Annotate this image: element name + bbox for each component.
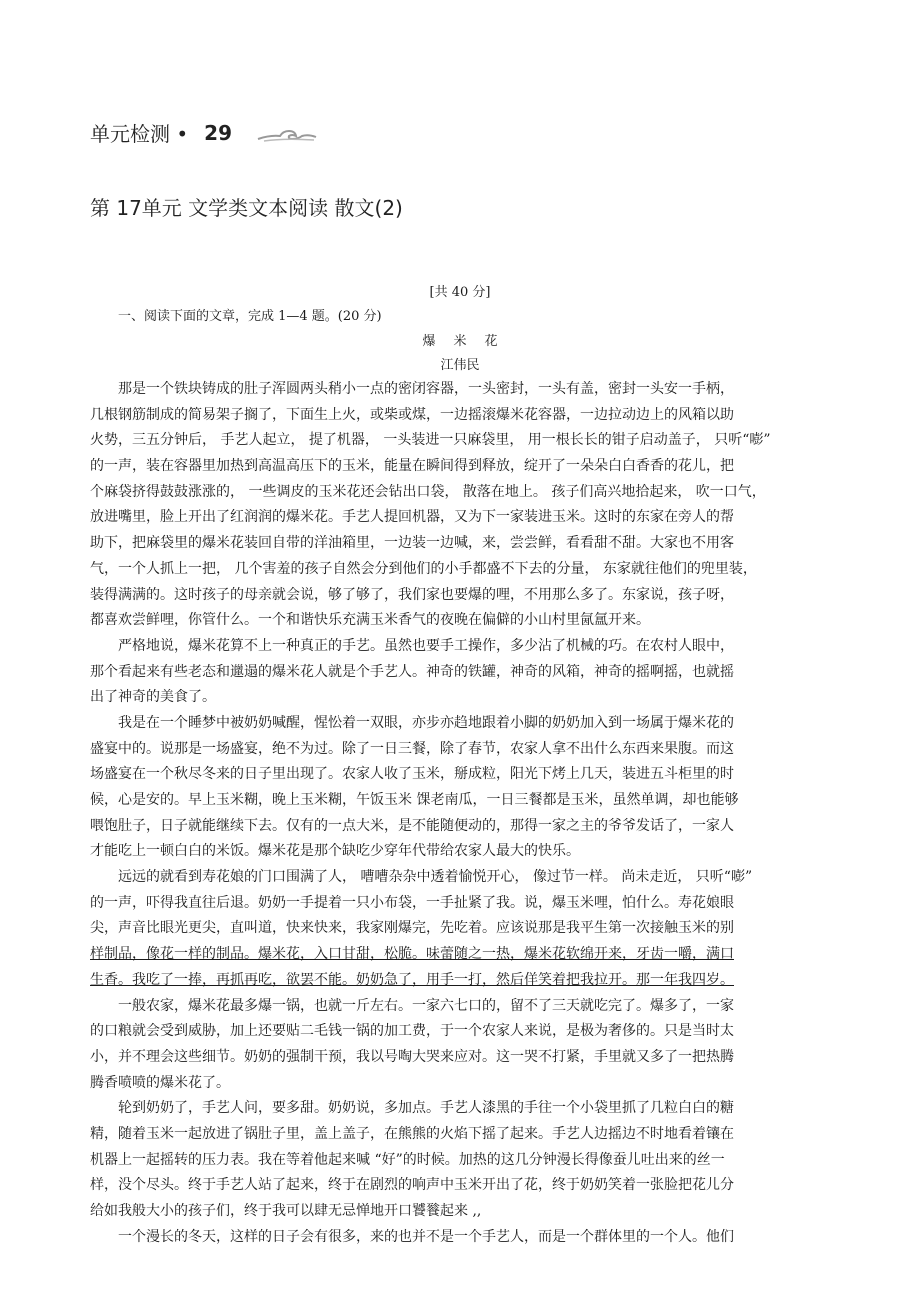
total-score: [共 40 分] — [429, 285, 491, 300]
text-line: 场盛宴在一个秋尽冬来的日子里出现了。农家人收了玉米，掰成粒，阳光下烤上几天，装进五斗柜里的时 — [90, 766, 734, 783]
text-line: 一般农家，爆米花最多爆一锅，也就一斤左右。一家六七口的，留不了三天就吃完了。爆多了，一家 — [118, 997, 734, 1014]
text-line: 远远的就看到寿花娘的门口围满了人， 嘈嘈杂杂中透着愉悦开心， 像过节一样。 尚未走近， 只听“嘭” — [118, 869, 753, 886]
text-line: 一个漫长的冬天，这样的日子会有很多，来的也并不是一个手艺人，而是一个群体里的一个人。他们 — [118, 1228, 734, 1245]
text-line: 我是在一个睡梦中被奶奶喊醒，惺忪着一双眼，亦步亦趋地跟着小脚的奶奶加入到一场属于爆米花的 — [118, 714, 734, 731]
text-line: 的口粮就会受到威胁，加上还要贴二毛钱一锅的加工费，于一个农家人来说，是极为奢侈的。只是当时太 — [90, 1023, 734, 1040]
text-line: 机器上一起摇转的压力表。我在等着他起来喊 “好”的时候。加热的这几分钟漫长得像蚕儿吐出来的丝一 — [90, 1151, 725, 1168]
text-line: 严格地说，爆米花算不上一种真正的手艺。虽然也要手工操作，多少沾了机械的巧。在农村人眼中， — [118, 637, 734, 654]
text-line: 喂饱肚子，日子就能继续下去。仅有的一点大米，是不能随便动的，那得一家之主的爷爷发话了，一家人 — [90, 817, 734, 834]
article-author: 江伟民 — [440, 358, 480, 373]
text-line: 出了神奇的美食了。 — [90, 689, 216, 706]
text-line: 样制品，像花一样的制品。爆米花，入口甘甜，松脆。味蕾随之一热，爆米花软绵开来，牙齿一嚼，满口 — [90, 946, 734, 963]
text-line: 腾香喷喷的爆米花了。 — [90, 1074, 230, 1091]
text-line: 尖，声音比眼光更尖，直叫道，快来快来，我家刚爆完，先吃着。应该说那是我平生第一次接触玉米的别 — [90, 920, 734, 937]
text-line: 才能吃上一顿白白的米饭。爆米花是那个缺吃少穿年代带给农家人最大的快乐。 — [90, 843, 580, 860]
text-line: 候，心是安的。早上玉米糊，晚上玉米糊，午饭玉米 馃老南瓜，一日三餐都是玉米，虽然单调，却也能够 — [90, 792, 739, 808]
text-line: 给如我般大小的孩子们，终于我可以肆无忌惮地开口饕餮起来 ,, — [90, 1203, 482, 1219]
text-line: 助下，把麻袋里的爆米花装回自带的洋油箱里，一边装一边喊，来，尝尝鲜，看看甜不甜。大家也不用客 — [90, 535, 734, 552]
text-line: 精，随着玉米一起放进了锅肚子里，盖上盖子，在熊熊的火焰下摇了起来。手艺人边摇边不时地看着镶在 — [90, 1125, 734, 1142]
text-line: 轮到奶奶了，手艺人问，要多甜。奶奶说，多加点。手艺人漆黑的手往一个小袋里抓了几粒白白的糖 — [118, 1100, 734, 1117]
text-line: 的一声，装在容器里加热到高温高压下的玉米，能量在瞬间得到释放，绽开了一朵朵白白香香的花儿，把 — [90, 458, 734, 475]
text-line: 那是一个铁块铸成的肚子浑圆两头稍小一点的密闭容器，一头密封，一头有盖，密封一头安一手柄， — [118, 381, 734, 397]
text-line: 火势，三五分钟后， 手艺人起立， 提了机器， 一头装进一只麻袋里， 用一根长长的钳子启动盖子， 只听“嘭” — [90, 432, 771, 449]
text-line: 几根钢筋制成的简易架子搁了，下面生上火，或柴或煤，一边摇滚爆米花容器，一边拉动边上的风箱以助 — [90, 406, 734, 423]
article-body — [90, 377, 840, 1250]
text-line: 盛宴中的。说那是一场盛宴，绝不为过。除了一日三餐，除了春节，农家人拿不出什么东西来果腹。而这 — [90, 740, 734, 757]
text-line: 那个看起来有些老态和邋遢的爆米花人就是个手艺人。神奇的铁罐，神奇的风箱，神奇的摇啊摇，也就摇 — [90, 663, 734, 680]
cloud-ornament-icon — [256, 122, 318, 144]
text-line: 小，并不理会这些细节。奶奶的强制干预，我以号啕大哭来应对。这一哭不打紧，手里就又多了一把热腾 — [90, 1048, 734, 1065]
text-line: 个麻袋挤得鼓鼓涨涨的， 一些调皮的玉米花还会钻出口袋， 散落在地上。 孩子们高兴地拾起来， 吹一口气， — [90, 483, 766, 500]
page-header — [90, 118, 318, 147]
text-line: 都喜欢尝鲜哩，你管什么。一个和谐快乐充满玉米香气的夜晚在偏僻的小山村里氤氲开来。 — [90, 612, 650, 629]
article-title: 爆米花 — [422, 334, 516, 349]
text-line: 生香。我吃了一捧，再抓再吃，欲罢不能。奶奶急了，用手一打，然后佯笑着把我拉开。那一年我四岁。 — [90, 971, 734, 988]
question-instruction: 一、阅读下面的文章，完成 1—4 题。(20 分) — [118, 309, 382, 324]
page-number: 29 — [204, 120, 232, 145]
header-label: 单元检测 • — [90, 122, 189, 146]
text-line: 样，没个尽头。终于手艺人站了起来，终于在剧烈的响声中玉米开出了花，终于奶奶笑着一张脸把花儿分 — [90, 1177, 734, 1194]
text-line: 装得满满的。这时孩子的母亲就会说，够了够了，我们家也要爆的哩，不用那么多了。东家说，孩子呀， — [90, 586, 734, 603]
text-line: 的一声，吓得我直往后退。奶奶一手提着一只小布袋，一手扯紧了我。说，爆玉米哩，怕什么。寿花娘眼 — [90, 894, 734, 911]
text-line: 放进嘴里，脸上开出了红润润的爆米花。手艺人提回机器，又为下一家装进玉米。这时的东家在旁人的帮 — [90, 509, 734, 526]
unit-title: 第 17单元 文学类文本阅读 散文(2) — [90, 196, 403, 220]
text-line: 气，一个人抓上一把， 几个害羞的孩子自然会分到他们的小手都盛不下去的分量， 东家就往他们的兜里装， — [90, 560, 757, 577]
